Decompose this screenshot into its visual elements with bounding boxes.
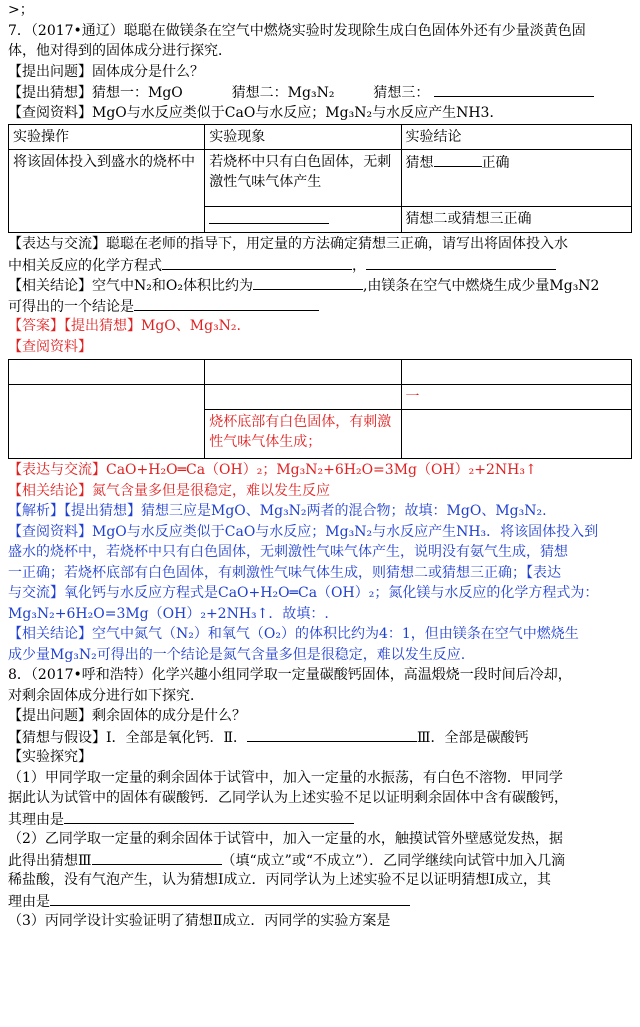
- q7-related: [8, 275, 632, 296]
- table-cell-phenomenon: 若烧杯中只有白色固体，无刺激性气味气体产生: [205, 150, 401, 207]
- answer-cell: [9, 360, 205, 385]
- q8-intro-1: 8．（2017•呼和浩特）化学兴趣小组同学取一定量碳酸钙固体，高温煅烧一段时间后冷却，: [8, 667, 572, 683]
- q8-explore: 【实验探究】: [8, 749, 92, 765]
- table-header: 实验现象: [205, 125, 401, 150]
- q7-intro-2: 体，他对得到的固体成分进行探究．: [8, 43, 232, 59]
- conclusion-line-blank[interactable]: [134, 296, 319, 311]
- hypothesis-text-2: Ⅲ．全部是碳酸钙: [417, 729, 529, 746]
- answer-line: 【答案】【提出猜想】MgO、Mg₃N₂.: [8, 318, 241, 334]
- reason-blank-2[interactable]: [50, 891, 410, 906]
- analysis-line: Mg₃N₂+6H₂O=3Mg（OH）₂+2NH₃↑．故填：.: [8, 605, 329, 622]
- related-text: 【相关结论】空气中N₂和O₂体积比约为: [8, 278, 253, 294]
- q7-related-2: [8, 296, 632, 317]
- answer-cell: [9, 385, 205, 459]
- related-text-2: ,由镁条在空气中燃烧生成少量Mg₃N2: [362, 278, 600, 294]
- reason-text-2: 理由是: [8, 893, 50, 910]
- conclusion-blank[interactable]: [434, 152, 482, 167]
- conclusion-prefix: 猜想: [405, 155, 434, 171]
- guess-text: 此得出猜想Ⅲ: [8, 852, 92, 869]
- table-cell-conclusion: [401, 150, 632, 207]
- answer-cell: [401, 410, 632, 459]
- table-cell-phenomenon-blank[interactable]: [205, 207, 401, 233]
- top-fragment: >；: [8, 2, 34, 18]
- q7-experiment-table: [8, 124, 632, 233]
- q7-express-1: 【表达与交流】聪聪在老师的指导下，用定量的方法确定猜想三正确，请写出将固体投入水: [8, 236, 568, 252]
- answer-express: 【表达与交流】CaO+H₂O═Ca（OH）₂；Mg₃N₂+6H₂O=3Mg（OH）₂+2NH₃↑: [8, 462, 537, 478]
- reason-blank-1[interactable]: [64, 809, 354, 824]
- answer-cell: [205, 385, 401, 410]
- analysis-line: 与交流】氧化钙与水反应方程式是CaO+H₂O═Ca（OH）₂；氮化镁与水反应的化学方程式为：: [8, 585, 599, 601]
- q8-p1-line: （1）甲同学取一定量的剩余固体于试管中，加入一定量的水振荡，有白色不溶物．甲同学: [8, 769, 563, 786]
- related-text-3: 可得出的一个结论是: [8, 298, 134, 315]
- q7-guesses: [8, 82, 632, 103]
- answer-cell-phenomenon: 烧杯底部有白色固体，有刺激性气味气体生成；: [205, 410, 401, 459]
- analysis-line: 盛水的烧杯中，若烧杯中只有白色固体，无刺激性气味气体产生，说明没有氨气生成，猜想: [8, 544, 568, 560]
- q8-hypothesis: [8, 727, 632, 748]
- q8-p3-line: （3）丙同学设计实验证明了猜想Ⅱ成立．丙同学的实验方案是: [8, 913, 391, 929]
- conclusion-suffix: 正确: [481, 155, 510, 171]
- table-header: 实验操作: [9, 125, 205, 150]
- guess-three-blank[interactable]: [434, 82, 594, 97]
- analysis-line: 一正确；若烧杯底部有白色固体，有刺激性气味气体生成，则猜想二或猜想三正确；【表达: [8, 564, 561, 581]
- answer-related: 【相关结论】氮气含量多但是很稳定，难以发生反应: [8, 482, 330, 499]
- q8-p2-line: 稀盐酸，没有气泡产生，认为猜想Ⅰ成立．丙同学认为上述实验不足以证明猜想Ⅰ成立，其: [8, 872, 552, 888]
- q8-p1-line: 据此认为试管中的固体有碳酸钙．乙同学认为上述实验不足以证明剩余固体中含有碳酸钙，: [8, 790, 568, 806]
- q7-info: 【查阅资料】MgO与水反应类似于CaO与水反应；Mg₃N₂与水反应产生NH3．: [8, 104, 504, 121]
- ratio-blank[interactable]: [253, 275, 363, 290]
- answer-cell-dash: 一: [401, 385, 632, 410]
- analysis-line: 【查阅资料】MgO与水反应类似于CaO与水反应；Mg₃N₂与水反应产生NH₃．将该固体投入到: [8, 523, 599, 540]
- q8-ask: 【提出问题】剩余固体的成分是什么？: [8, 708, 246, 724]
- q8-intro-2: 对剩余固体成分进行如下探究．: [8, 687, 204, 704]
- express-text: 中相关反应的化学方程式: [8, 257, 162, 274]
- hypothesis-blank[interactable]: [247, 727, 417, 742]
- answer-info: 【查阅资料】: [8, 338, 92, 355]
- q8-p2-line: [8, 891, 632, 912]
- equation-blank-2[interactable]: [366, 255, 556, 270]
- guess3-blank[interactable]: [92, 850, 222, 865]
- hypothesis-text: 【猜想与假设】Ⅰ．全部是氧化钙．Ⅱ．: [8, 729, 248, 746]
- table-cell-conclusion-2: 猜想二或猜想三正确: [401, 207, 632, 233]
- answer-cell: [205, 360, 401, 385]
- q8-p2-line: [8, 850, 632, 871]
- document-page: [8, 0, 632, 932]
- q7-express-2: 中相关反应的化学方程式 ，: [8, 255, 632, 276]
- guess-one: 【提出猜想】猜想一：MgO: [8, 85, 183, 101]
- answer-cell: [401, 360, 632, 385]
- equation-blank-1[interactable]: [162, 255, 352, 270]
- analysis-line: 【相关结论】空气中氮气（N₂）和氧气（O₂）的体积比约为4：1，但由镁条在空气中燃烧生: [8, 626, 579, 642]
- analysis-line: 成少量Mg₃N₂可得出的一个结论是氮气含量多但是很稳定，难以发生反应.: [8, 646, 466, 663]
- q8-p2-line: （2）乙同学取一定量的剩余固体于试管中，加入一定量的水，触摸试管外壁感觉发热，据: [8, 831, 563, 847]
- q7-ask: 【提出问题】固体成分是什么？: [8, 63, 204, 80]
- reason-text: 其理由是: [8, 811, 64, 828]
- q7-intro-1: 7．（2017•通辽）聪聪在做镁条在空气中燃烧实验时发现除生成白色固体外还有少量淡黄色固: [8, 22, 586, 39]
- analysis-line: 【解析】【提出猜想】猜想三应是MgO、Mg₃N₂两者的混合物；故填：MgO、Mg₃N₂.: [8, 503, 547, 519]
- table-cell-operation: 将该固体投入到盛水的烧杯中: [9, 150, 205, 233]
- guess-three: 猜想三：: [373, 85, 430, 101]
- q8-p1-line: [8, 809, 632, 830]
- table-header: 实验结论: [401, 125, 632, 150]
- guess-two: 猜想二：Mg₃N₂: [231, 85, 335, 101]
- guess-text-2: （填“成立”或“不成立”）．乙同学继续向试管中加入几滴: [221, 852, 566, 869]
- answer-table: [8, 359, 632, 459]
